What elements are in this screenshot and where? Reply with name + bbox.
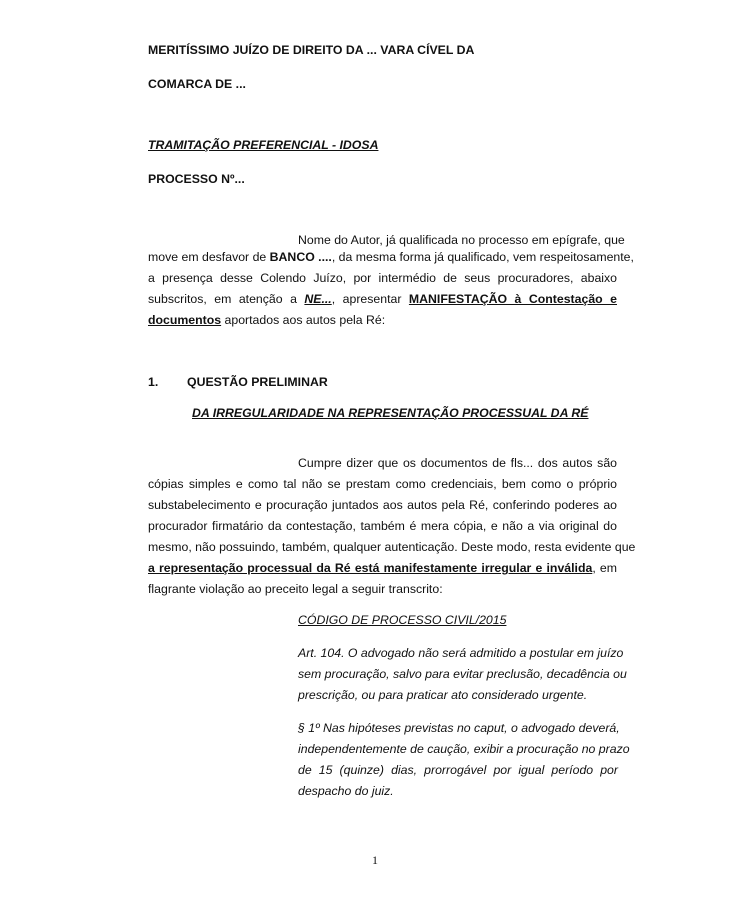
court-header-line-2: COMARCA DE ...: [148, 77, 246, 91]
article-line-2: sem procuração, salvo para evitar preclusão, decadência ou: [298, 667, 627, 681]
section-title: QUESTÃO PRELIMINAR: [187, 375, 328, 389]
paragraph-line-4: despacho do juiz.: [298, 784, 394, 798]
intro-line-4: [148, 292, 617, 306]
body-line-4: procurador firmatário da contestação, também é mera cópia, e não a via original do: [148, 519, 617, 533]
intro-text: , apresentar: [331, 292, 409, 306]
paragraph-line-2: independentemente de caução, exibir a procuração no prazo: [298, 742, 630, 756]
intro-text: move em desfavor de: [148, 250, 270, 264]
body-line-3: substabelecimento e procuração juntados aos autos pela Ré, conferindo poderes ao: [148, 498, 617, 512]
article-line-1: Art. 104. O advogado não será admitido a postular em juízo: [298, 646, 624, 660]
process-number: PROCESSO Nº...: [148, 172, 245, 186]
intro-line-3: a presença desse Colendo Juízo, por intermédio de seus procuradores, abaixo: [148, 271, 617, 285]
bank-name: BANCO ....: [269, 250, 332, 264]
paragraph-line-1: § 1º Nas hipóteses previstas no caput, o advogado deverá,: [298, 721, 620, 735]
manifestation-title: MANIFESTAÇÃO à Contestação e: [408, 292, 617, 306]
article-line-3: prescrição, ou para praticar ato considerado urgente.: [298, 688, 588, 702]
court-header-line-1: MERITÍSSIMO JUÍZO DE DIREITO DA ... VARA CÍVEL DA: [148, 43, 475, 57]
body-line-7: flagrante violação ao preceito legal a seguir transcrito:: [148, 582, 443, 596]
intro-text: aportados aos autos pela Ré:: [221, 313, 386, 327]
code-citation-title: CÓDIGO DE PROCESSO CIVIL/2015: [298, 613, 507, 627]
body-line-6: [148, 561, 617, 575]
irregular-representation-statement: a representação processual da Ré está manifestamente irregular e inválida: [148, 561, 593, 575]
intro-text: , da mesma forma já qualificado, vem respeitosamente,: [331, 250, 634, 264]
preferential-notice: TRAMITAÇÃO PREFERENCIAL - IDOSA: [148, 138, 379, 152]
paragraph-line-3: de 15 (quinze) dias, prorrogável por igual período por: [298, 763, 618, 777]
body-text: , em: [592, 561, 617, 575]
intro-line-1: Nome do Autor, já qualificada no processo em epígrafe, que: [298, 233, 625, 247]
intro-text: subscritos, em atenção a: [148, 292, 305, 306]
ne-reference: NE...: [304, 292, 332, 306]
body-line-1: Cumpre dizer que os documentos de fls... dos autos são: [298, 456, 617, 470]
section-subtitle: DA IRREGULARIDADE NA REPRESENTAÇÃO PROCESSUAL DA RÉ: [192, 406, 589, 420]
documents-word: documentos: [148, 313, 222, 327]
page-number: 1: [372, 853, 378, 867]
body-line-2: cópias simples e como tal não se prestam como credenciais, bem como o próprio: [148, 477, 617, 491]
intro-line-5: [148, 313, 385, 327]
intro-line-2: [148, 250, 634, 264]
section-number: 1.: [148, 375, 159, 389]
body-line-5: mesmo, não possuindo, também, qualquer autenticação. Deste modo, resta evidente que: [148, 540, 636, 554]
